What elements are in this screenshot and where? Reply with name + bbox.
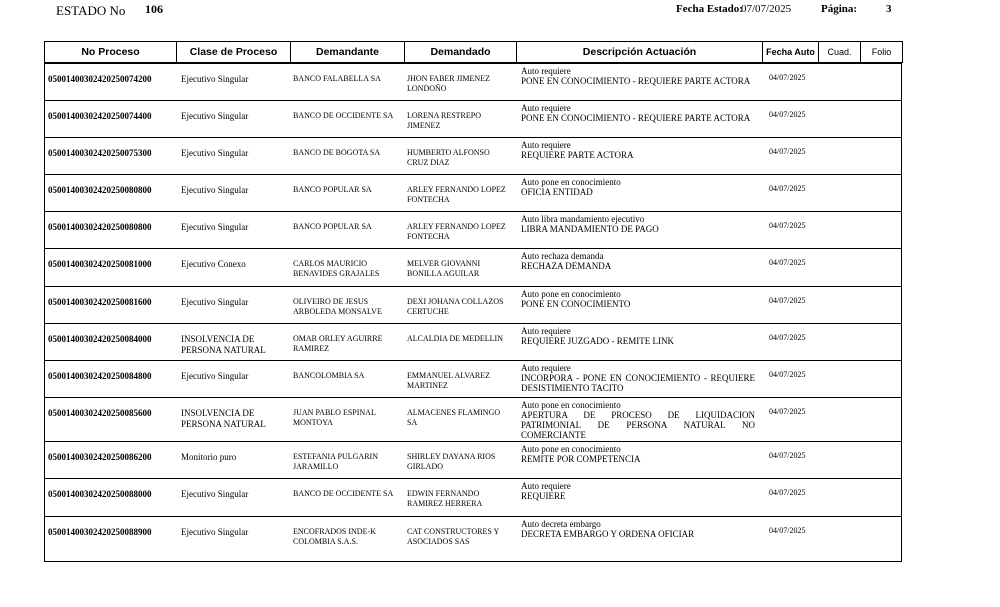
cell-no-proceso: 05001400302420250081600 (48, 297, 152, 307)
cell-descripcion (521, 251, 755, 271)
cell-demandado: EMMANUEL ALVAREZ MARTINEZ (407, 371, 491, 390)
table-row (45, 138, 901, 175)
table-row (45, 479, 901, 517)
cell-no-proceso: 05001400302420250080800 (48, 185, 152, 195)
cell-clase: Monitorio puro (181, 452, 237, 462)
cell-fecha-auto: 04/07/2025 (769, 221, 806, 230)
cell-descripcion (521, 177, 755, 197)
pagina-value: 3 (886, 3, 892, 15)
actuacion-type: Auto requiere (521, 66, 571, 76)
table-header (44, 41, 903, 63)
cell-demandado: HUMBERTO ALFONSO CRUZ DIAZ (407, 148, 490, 167)
actuacion-type: Auto pone en conocimiento (521, 177, 621, 187)
table-row (45, 324, 901, 361)
cell-descripcion (521, 140, 755, 160)
cell-no-proceso: 05001400302420250085600 (48, 408, 152, 418)
cell-descripcion (521, 363, 755, 393)
col-no-proceso: No Proceso (45, 42, 177, 63)
cell-clase: Ejecutivo Singular (181, 297, 249, 307)
actuacion-type: Auto pone en conocimiento (521, 289, 621, 299)
cell-no-proceso: 05001400302420250075300 (48, 148, 152, 158)
cell-fecha-auto: 04/07/2025 (769, 184, 806, 193)
cell-demandante: BANCO FALABELLA SA (293, 74, 381, 83)
cell-demandante: JUAN PABLO ESPINAL MONTOYA (293, 408, 376, 427)
cell-demandante: OMAR ORLEY AGUIRRE RAMIREZ (293, 334, 383, 353)
cell-demandado: EDWIN FERNANDO RAMIREZ HERRERA (407, 489, 483, 508)
cell-clase: Ejecutivo Singular (181, 371, 249, 381)
cell-demandado: ALMACENES FLAMINGO SA (407, 408, 501, 427)
cell-fecha-auto: 04/07/2025 (769, 147, 806, 156)
actuacion-detail: OFICIA ENTIDAD (521, 187, 593, 197)
cell-fecha-auto: 04/07/2025 (769, 73, 806, 82)
cell-demandante: BANCO DE OCCIDENTE SA (293, 489, 394, 498)
actuacion-type: Auto requiere (521, 326, 571, 336)
pagina-label: Página: (821, 3, 858, 15)
actuacion-detail: PONE EN CONOCIMIENTO (521, 299, 631, 309)
actuacion-type: Auto pone en conocimiento (521, 444, 621, 454)
table-row (45, 175, 901, 212)
cell-clase: Ejecutivo Singular (181, 74, 249, 84)
cell-clase: Ejecutivo Singular (181, 527, 249, 537)
col-demandado: Demandado (405, 42, 517, 63)
cell-demandado: ALCALDIA DE MEDELLIN (407, 334, 503, 343)
table-row (45, 249, 901, 287)
col-cuad: Cuad. (819, 42, 861, 63)
actuacion-type: Auto requiere (521, 140, 571, 150)
cell-demandante: BANCOLOMBIA SA (293, 371, 365, 380)
cell-demandado: SHIRLEY DAYANA RIOS GIRLADO (407, 452, 496, 471)
col-fecha-auto: Fecha Auto (763, 42, 819, 63)
cell-no-proceso: 05001400302420250084000 (48, 334, 152, 344)
cell-descripcion (521, 444, 755, 464)
cell-demandado: LORENA RESTREPO JIMENEZ (407, 111, 482, 130)
cell-clase: Ejecutivo Conexo (181, 259, 246, 269)
actuacion-detail: APERTURA DE PROCESO DE LIQUIDACION PATRIMONIAL DE PERSONA NATURAL NO COMERCIANTE (521, 410, 755, 440)
cell-fecha-auto: 04/07/2025 (769, 333, 806, 342)
cell-demandante: BANCO DE BOGOTA SA (293, 148, 381, 157)
cell-demandante: BANCO DE OCCIDENTE SA (293, 111, 394, 120)
fecha-estado-value: 07/07/2025 (741, 3, 792, 15)
actuacion-type: Auto libra mandamiento ejecutivo (521, 214, 645, 224)
actuacion-detail: PONE EN CONOCIMIENTO - REQUIERE PARTE ACTORA (521, 113, 751, 123)
actuacion-detail: REQUIERE (521, 491, 566, 501)
page-header (44, 3, 902, 17)
cell-demandado: ARLEY FERNANDO LOPEZ FONTECHA (407, 185, 506, 204)
actuacion-type: Auto pone en conocimiento (521, 400, 621, 410)
table-row (45, 361, 901, 398)
actuacion-detail: INCORPORA - PONE EN CONOCIEMIENTO - REQUIERE DESISTIMIENTO TACITO (521, 373, 755, 393)
cell-no-proceso: 05001400302420250086200 (48, 452, 152, 462)
cell-descripcion (521, 103, 755, 123)
actuacion-detail: LIBRA MANDAMIENTO DE PAGO (521, 224, 659, 234)
actuacion-type: Auto requiere (521, 481, 571, 491)
cell-clase: Ejecutivo Singular (181, 185, 249, 195)
table-row (45, 287, 901, 324)
col-demandante: Demandante (291, 42, 405, 63)
cell-descripcion (521, 289, 755, 309)
estado-number: 106 (145, 2, 163, 16)
cell-fecha-auto: 04/07/2025 (769, 407, 806, 416)
cell-clase: INSOLVENCIA DE PERSONA NATURAL (181, 334, 266, 355)
cell-demandante: BANCO POPULAR SA (293, 222, 372, 231)
cell-demandante: OLIVEIRO DE JESUS ARBOLEDA MONSALVE (293, 297, 382, 316)
cell-fecha-auto: 04/07/2025 (769, 296, 806, 305)
cell-demandante: CARLOS MAURICIO BENAVIDES GRAJALES (293, 259, 380, 278)
actuacion-type: Auto requiere (521, 103, 571, 113)
cell-clase: Ejecutivo Singular (181, 148, 249, 158)
col-folio: Folio (861, 42, 903, 63)
table-row (45, 64, 901, 101)
actuacion-type: Auto requiere (521, 363, 571, 373)
cell-no-proceso: 05001400302420250080800 (48, 222, 152, 232)
cell-no-proceso: 05001400302420250081000 (48, 259, 152, 269)
table-row (45, 398, 901, 442)
cell-demandante: ENCOFRADOS INDE-K COLOMBIA S.A.S. (293, 527, 376, 546)
cell-fecha-auto: 04/07/2025 (769, 110, 806, 119)
table-row (45, 442, 901, 479)
cell-no-proceso: 05001400302420250074400 (48, 111, 152, 121)
cell-clase: Ejecutivo Singular (181, 489, 249, 499)
actuacion-detail: REQUIERE JUZGADO - REMITE LINK (521, 336, 674, 346)
actuacion-detail: REQUIERE PARTE ACTORA (521, 150, 634, 160)
actuacion-detail: PONE EN CONOCIMIENTO - REQUIERE PARTE ACTORA (521, 76, 751, 86)
actuacion-type: Auto decreta embargo (521, 519, 601, 529)
cell-descripcion (521, 214, 755, 234)
cell-no-proceso: 05001400302420250088900 (48, 527, 152, 537)
cell-demandado: MELVER GIOVANNI BONILLA AGUILAR (407, 259, 481, 278)
cell-no-proceso: 05001400302420250084800 (48, 371, 152, 381)
cell-fecha-auto: 04/07/2025 (769, 258, 806, 267)
table-row (45, 517, 901, 554)
cell-fecha-auto: 04/07/2025 (769, 451, 806, 460)
fecha-estado-label: Fecha Estado: (676, 3, 743, 15)
cell-fecha-auto: 04/07/2025 (769, 488, 806, 497)
cell-clase: Ejecutivo Singular (181, 111, 249, 121)
cell-demandante: BANCO POPULAR SA (293, 185, 372, 194)
actuacion-detail: DECRETA EMBARGO Y ORDENA OFICIAR (521, 529, 695, 539)
cell-demandado: ARLEY FERNANDO LOPEZ FONTECHA (407, 222, 506, 241)
cell-descripcion (521, 519, 755, 539)
actuacion-detail: RECHAZA DEMANDA (521, 261, 612, 271)
cell-no-proceso: 05001400302420250074200 (48, 74, 152, 84)
cell-demandado: JHON FABER JIMENEZ LONDOÑO (407, 74, 490, 93)
cell-demandante: ESTEFANIA PULGARIN JARAMILLO (293, 452, 378, 471)
estado-label: ESTADO No (56, 3, 126, 18)
cell-descripcion (521, 66, 755, 86)
actuacion-detail: REMITE POR COMPETENCIA (521, 454, 641, 464)
col-descripcion: Descripción Actuación (517, 42, 763, 63)
cell-fecha-auto: 04/07/2025 (769, 526, 806, 535)
cell-no-proceso: 05001400302420250088000 (48, 489, 152, 499)
table-row (45, 212, 901, 249)
table-body (44, 62, 902, 562)
table-row (45, 101, 901, 138)
actuacion-type: Auto rechaza demanda (521, 251, 604, 261)
cell-fecha-auto: 04/07/2025 (769, 370, 806, 379)
cell-clase: INSOLVENCIA DE PERSONA NATURAL (181, 408, 266, 429)
cell-clase: Ejecutivo Singular (181, 222, 249, 232)
cell-demandado: DEXI JOHANA COLLAZOS CERTUCHE (407, 297, 504, 316)
col-clase: Clase de Proceso (177, 42, 291, 63)
cell-descripcion (521, 481, 755, 501)
cell-descripcion (521, 326, 755, 346)
cell-demandado: CAT CONSTRUCTORES Y ASOCIADOS SAS (407, 527, 500, 546)
cell-descripcion (521, 400, 755, 440)
